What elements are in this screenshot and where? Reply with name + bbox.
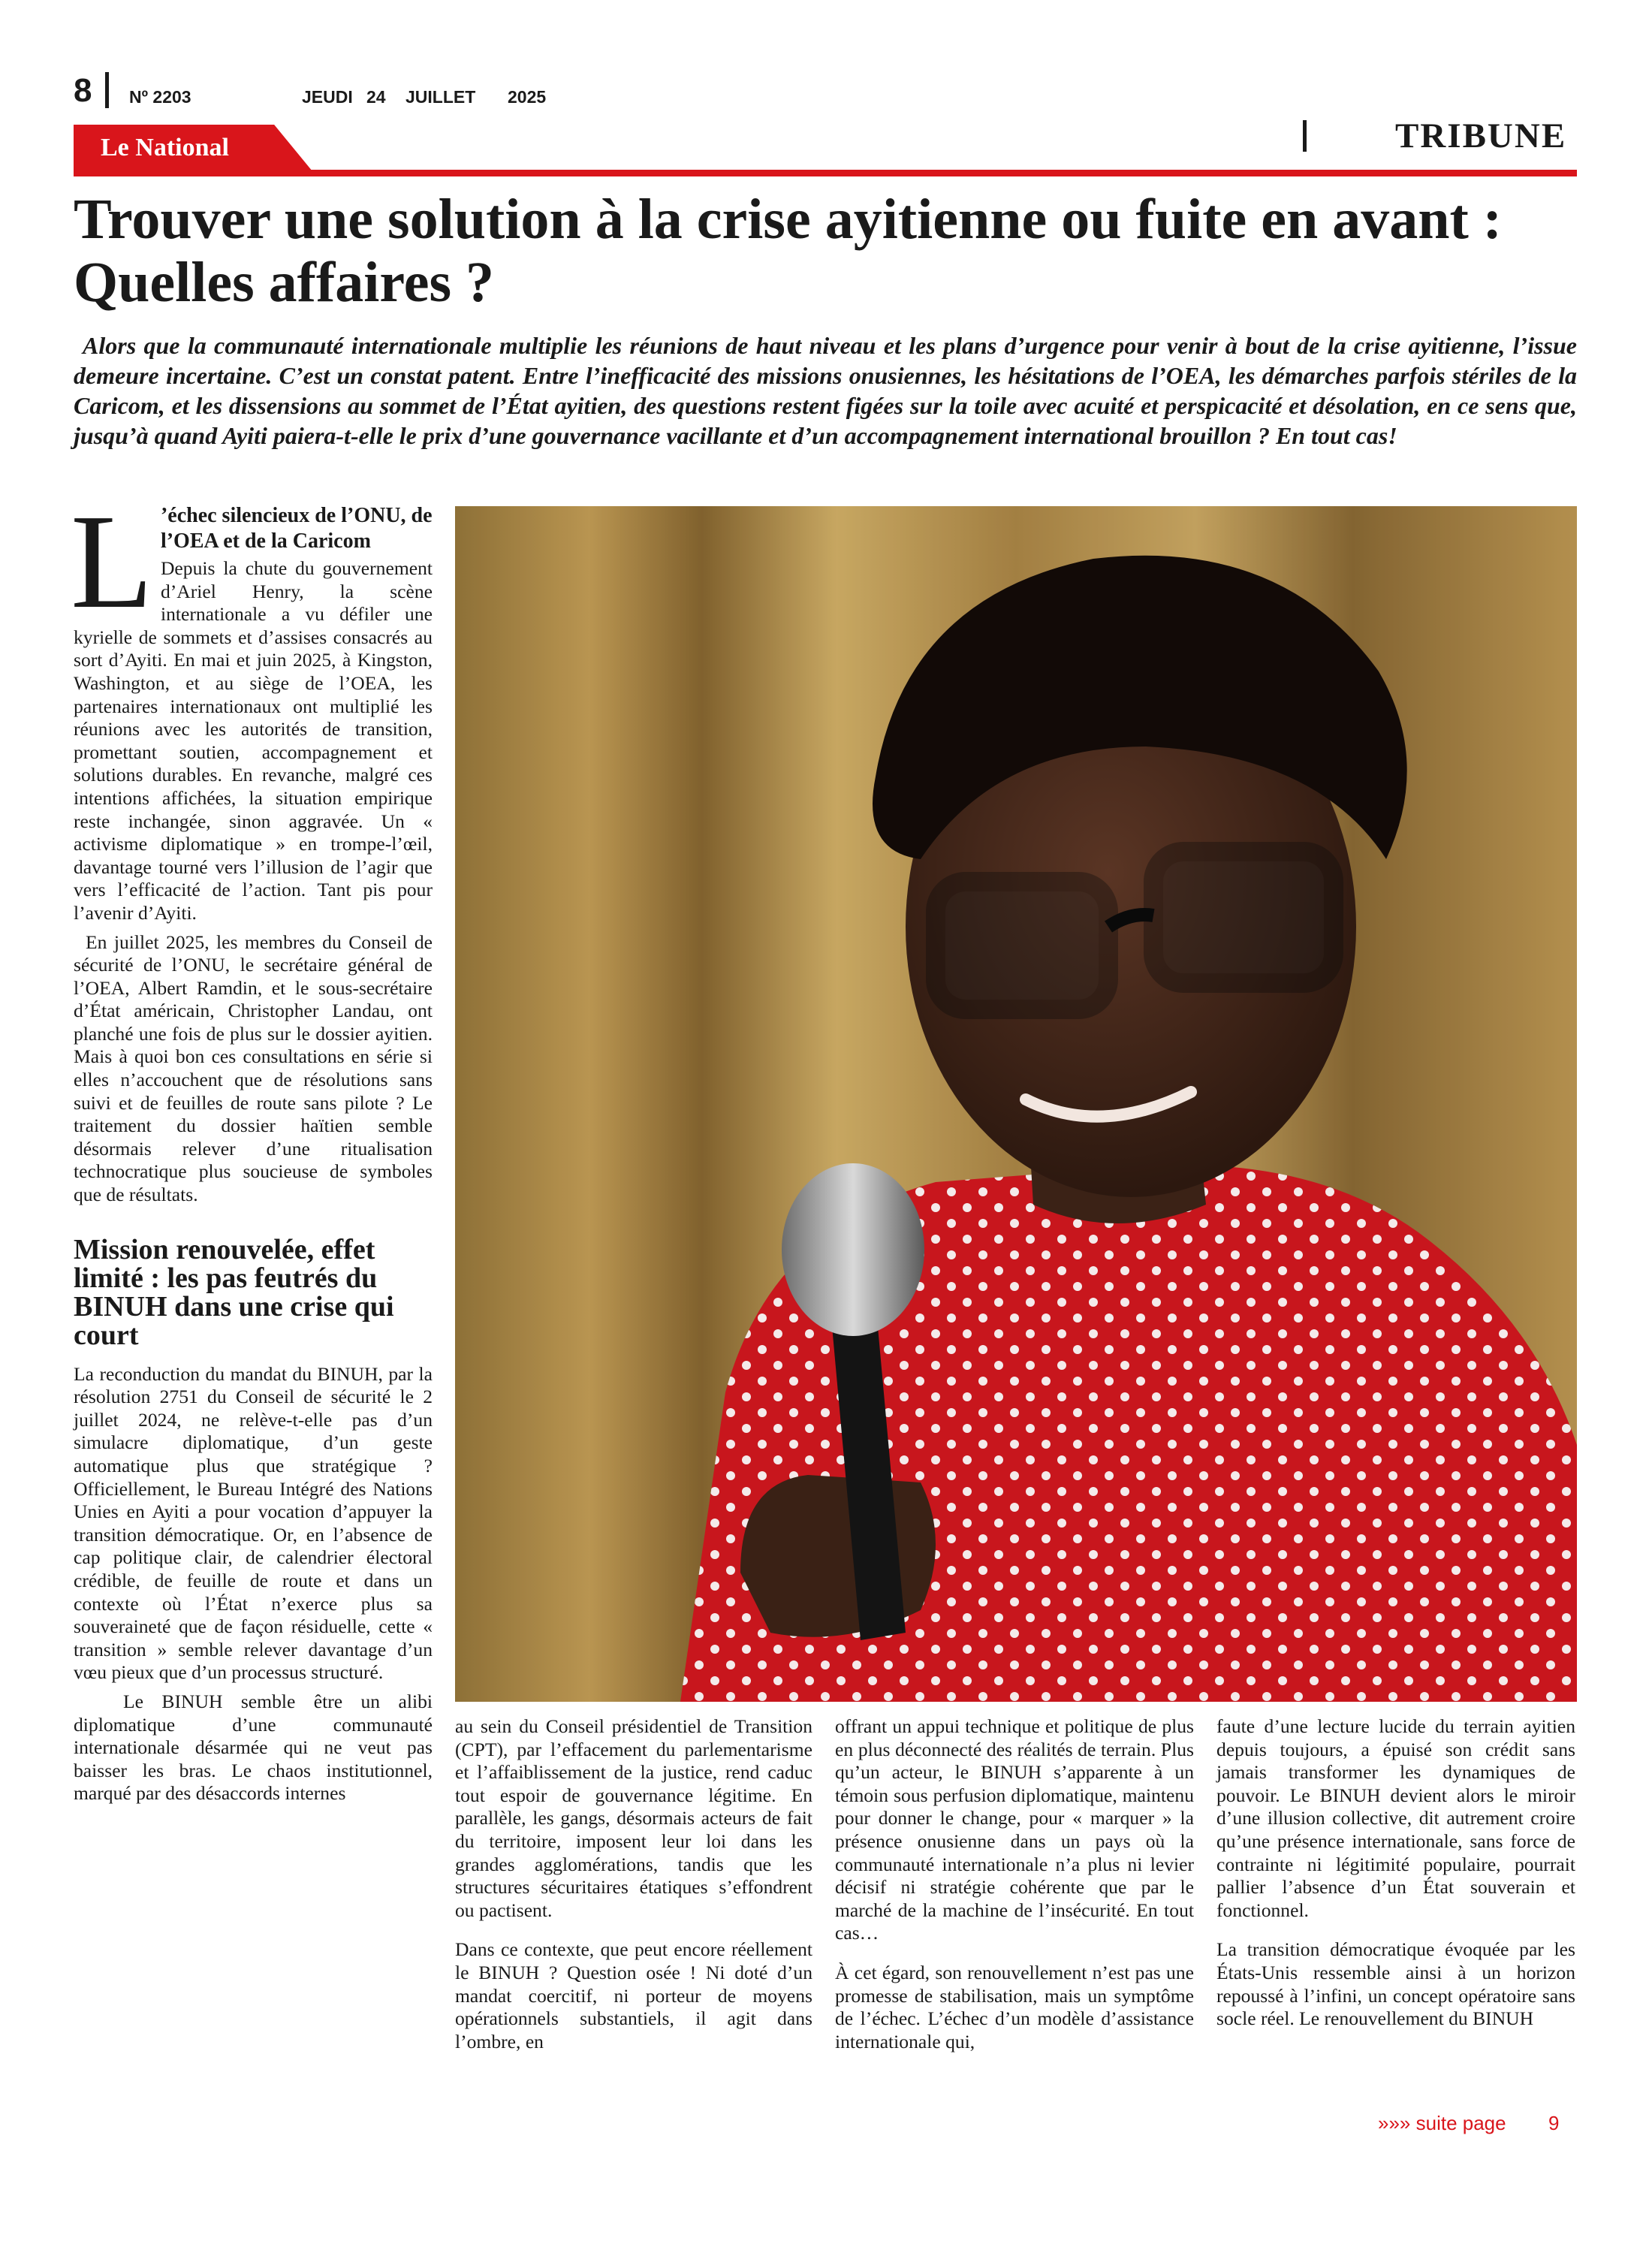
paragraph: La reconduction du mandat du BINUH, par la résolution 2751 du Conseil de sécurité le 2 juillet 2024, ne relève-t-elle pas d’un simulacre diplomatique, d’un geste automatique plus que stratégique ? Officiellement, le Bureau Intégré des Nations Unies en Ayiti a pour vocation d’appuyer la transition démocratique. Or, en l’absence de cap politique clair, de calendrier électoral crédible, de feuille de route et dans un contexte où l’État n’exerce plus sa souveraineté que de façon résiduelle, cette « transition » semble relever davantage d’un vœu pieux que d’un processus structuré.	[74, 1362, 433, 1684]
article-column-1	[71, 487, 433, 1805]
lede: Alors que la communauté internationale multiplie les réunions de haut niveau et les plans d’urgence pour venir à bout de la crise ayitienne, l’issue demeure incertaine. C’est un constat patent. Entre l’inefficacité des missions onusiennes, les hésitations de l’OEA, les démarches parfois stériles de la Caricom, et les dissensions au sommet de l’État ayitien, des questions restent figées sur la toile avec acuité et perspicacité et désolation, en ce sens que, jusqu’à quand Ayiti paiera-t-elle le prix d’une gouvernance vacillante et d’un accompagnement international brouillon ? En tout cas!	[74, 332, 1577, 449]
issue-day: JEUDI	[302, 87, 353, 107]
article-column-4	[1216, 1715, 1575, 2031]
drop-cap: L	[71, 487, 153, 636]
paragraph: En juillet 2025, les membres du Conseil de sécurité de l’ONU, le secrétaire général de l’OEA, Albert Ramdin, et le sous-secrétaire d’État américain, Christopher Landau, ont planché une fois de plus sur le dossier ayitien. Mais à quoi bon ces consultations en série si elles n’accouchent que de résolutions sans suivi et de feuilles de route sans pilote ? Le traitement du dossier haïtien semble désormais relever d’une ritualisation technocratique plus soucieuse de symboles que de résultats.	[74, 930, 433, 1206]
paragraph: La transition démocratique évoquée par les États-Unis ressemble ainsi à un horizon repoussé à l’infini, un concept opératoire sans socle réel. Le renouvellement du BINUH	[1216, 1938, 1575, 2030]
issue-number: Nº 2203	[129, 87, 191, 107]
masthead-label: Le National	[101, 134, 229, 161]
section-title: TRIBUNE	[1395, 116, 1567, 155]
paragraph: Dans ce contexte, que peut encore réellement le BINUH ? Question osée ! Ni doté d’un mandat coercitif, ni porteur de moyens opérationnels substantiels, il agit dans l’ombre, en	[455, 1938, 812, 2052]
issue-year: 2025	[508, 87, 547, 107]
article-column-2	[455, 1715, 812, 2053]
kicker: ’échec silencieux de l’ONU, de l’OEA et de la Caricom	[160, 504, 433, 553]
continued-page-number[interactable]: 9	[1548, 2112, 1560, 2134]
paragraph: faute d’une lecture lucide du terrain ayitien depuis toujours, a épuisé son crédit sans jamais transformer les dynamiques de pouvoir. Le BINUH devient alors le miroir d’une illusion collective, dit autrement croire qu’une présence internationale, sans force de contrainte ni légitimité populaire, pourrait pallier l’absence d’un État souverain et fonctionnel.	[1216, 1715, 1575, 1921]
paragraph: offrant un appui technique et politique de plus en plus déconnecté des réalités de terrain. Plus qu’un acteur, le BINUH s’apparente à un témoin sous perfusion diplomatique, maintenu pour donner le change, pour « marquer » la présence onusienne dans un pays où la communauté internationale n’a plus ni levier décisif ni stratégie cohérente que par le marché de la machine de l’insécurité. En tout cas…	[835, 1715, 1194, 1944]
subheading: Mission renouvelée, effet limité : les pas feutrés du BINUH dans une crise qui court	[74, 1233, 394, 1351]
article-photo	[455, 506, 1577, 1702]
paragraph: À cet égard, son renouvellement n’est pas une promesse de stabilisation, mais un symptôme de l’échec. L’échec d’un modèle d’assistance internationale qui,	[835, 1961, 1194, 2052]
headline: Trouver une solution à la crise ayitienne ou fuite en avant : Quelles affaires ?	[74, 188, 1503, 314]
article-column-3	[835, 1715, 1194, 2053]
section-divider	[1303, 120, 1307, 152]
continued-link[interactable]: »»» suite page	[1378, 2112, 1506, 2134]
paragraph: Le BINUH semble être un alibi diplomatique d’une communauté internationale désarmée qui ne veut pas baisser les bras. Le chaos institutionnel, marqué par des désaccords internes	[74, 1690, 433, 1805]
paragraph: Depuis la chute du gouvernement d’Ariel Henry, la scène internationale a vu défiler une kyrielle de sommets et d’assises consacrés au sort d’Ayiti. En mai et juin 2025, à Kingston, Washington, et au siège de l’OEA, les partenaires internationaux ont multiplié les réunions avec les autorités de transition, promettant soutien, accompagnement et solutions durables. En revanche, malgré ces intentions affichées, la situation empirique reste inchangée, sinon aggravée. Un « activisme diplomatique » en trompe-l’œil, davantage tourné vers l’illusion de l’agir que vers l’efficacité de l’action. Tant pis pour l’avenir d’Ayiti.	[74, 557, 433, 924]
issue-month: JUILLET	[405, 87, 476, 107]
page-number-divider	[105, 72, 109, 108]
header-rule	[74, 170, 1577, 176]
paragraph: au sein du Conseil présidentiel de Transition (CPT), par l’effacement du parlementarisme et l’affaiblissement de la justice, rend caduc tout espoir de gouvernance légitime. En parallèle, les gangs, désormais acteurs de fait du territoire, imposent leur loi dans les grandes agglomérations, tandis que les structures sécuritaires étatiques s’effondrent ou pactisent.	[455, 1715, 812, 1921]
issue-date: 24	[366, 87, 386, 107]
page-number: 8	[74, 72, 92, 109]
